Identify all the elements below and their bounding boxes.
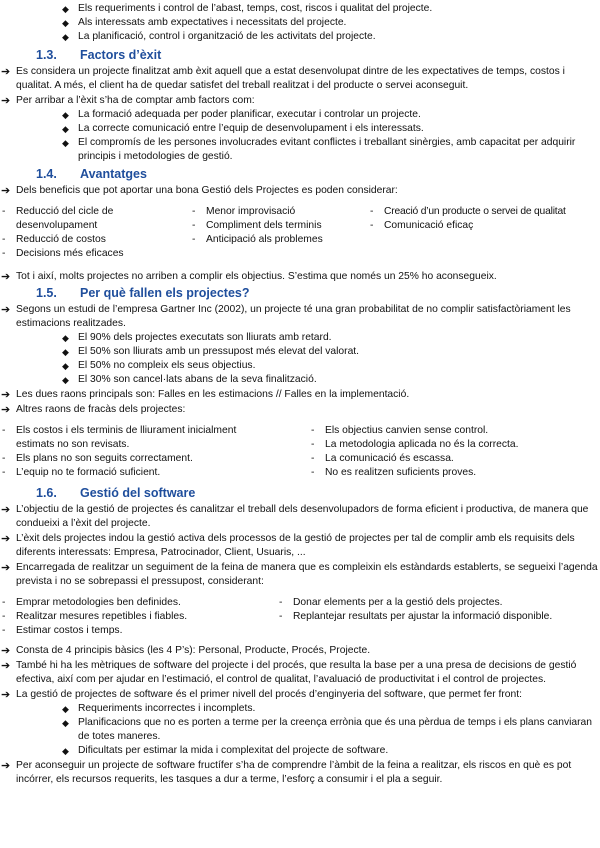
diamond-bullet-icon: ◆ bbox=[62, 18, 69, 28]
list-item: ◆ El 90% dels projectes executats son lliurats amb retard. bbox=[62, 332, 332, 343]
list-item: - Els objectius canvien sense control. bbox=[311, 425, 489, 436]
list-item: ◆ Requeriments incorrectes i incomplets. bbox=[62, 703, 256, 714]
arrow-icon: ➔ bbox=[1, 95, 11, 107]
arrow-icon: ➔ bbox=[1, 689, 11, 701]
paragraph: ➔ Per aconseguir un projecte de software fructífer s’ha de comprendre l’àmbit de la feina a realitzar, els riscos en què es pot incórrer, els recursos requerits, les tasques a dur a terme, l’esforç a consumir i el pla a seguir. bbox=[1, 760, 572, 785]
paragraph: ➔ Encarregada de realitzar un seguiment de la feina de manera que es compleixin els estàndards establerts, se segueixi l’agenda prevista i no se sobrepassi el pressupost, considerant: bbox=[1, 562, 598, 587]
management-columns bbox=[0, 596, 600, 638]
column bbox=[0, 424, 295, 480]
list-item: - Comunicació eficaç bbox=[370, 220, 474, 231]
section-heading-1-5: 1.5. Per què fallen els projectes? bbox=[36, 286, 250, 300]
diamond-bullet-icon: ◆ bbox=[62, 347, 69, 357]
arrow-icon: ➔ bbox=[1, 533, 11, 545]
column bbox=[368, 205, 600, 261]
list-item: ◆ El compromís de les persones involucrades evitant conflictes i treballant sinèrgies, amb capacitat per adquirir principis i metodologies de gestió. bbox=[62, 137, 576, 162]
diamond-bullet-icon: ◆ bbox=[62, 718, 69, 728]
paragraph: ➔ Dels beneficis que pot aportar una bona Gestió dels Projectes es poden considerar: bbox=[1, 185, 398, 197]
column bbox=[0, 596, 265, 638]
arrow-icon: ➔ bbox=[1, 660, 11, 672]
content bbox=[0, 2, 600, 787]
paragraph: ➔ Consta de 4 principis bàsics (les 4 P’s): Personal, Producte, Procés, Projecte. bbox=[1, 645, 371, 657]
list-item: ◆ La correcte comunicació entre l’equip de desenvolupament i els interessats. bbox=[62, 123, 424, 134]
paragraph: ➔ L’èxit dels projectes indou la gestió activa dels processos de la gestió de projectes per tal de complir amb els requisits dels diferents interessats: Empresa, Patrocinador, Client, Usuaris, ... bbox=[1, 533, 575, 558]
arrow-icon: ➔ bbox=[1, 504, 11, 516]
list-item: - Decisions més eficaces bbox=[2, 248, 124, 259]
list-item: - Menor improvisació bbox=[192, 206, 296, 217]
diamond-bullet-icon: ◆ bbox=[62, 32, 69, 42]
list-item: ◆ La formació adequada per poder planificar, executar i controlar un projecte. bbox=[62, 109, 421, 120]
list-item: - Donar elements per a la gestió dels projectes. bbox=[279, 597, 503, 608]
list-item: - Reducció de costos bbox=[2, 234, 106, 245]
paragraph: ➔ La gestió de projectes de software és el primer nivell del procés d’enginyeria del software, que permet fer front: bbox=[1, 689, 522, 701]
column bbox=[295, 424, 599, 480]
section-heading-1-6: 1.6. Gestió del software bbox=[36, 486, 196, 500]
paragraph: ➔ Altres raons de fracàs dels projectes: bbox=[1, 404, 186, 416]
list-item: - Creació d’un producte o servei de qualitat bbox=[370, 206, 566, 217]
arrow-icon: ➔ bbox=[1, 185, 11, 197]
column bbox=[190, 205, 368, 261]
list-item: - La metodologia aplicada no és la correcta. bbox=[311, 439, 519, 450]
paragraph: ➔ Les dues raons principals son: Falles en les estimacions // Falles en la implementació. bbox=[1, 389, 410, 401]
diamond-bullet-icon: ◆ bbox=[62, 746, 69, 756]
diamond-bullet-icon: ◆ bbox=[62, 124, 69, 134]
list-item: - Replantejar resultats per ajustar la informació disponible. bbox=[279, 611, 553, 622]
paragraph: ➔ També hi ha les mètriques de software del projecte i del procés, que resulta la base per a una presa de decisions de gestió efectiva, així com per ajudar en l’estimació, el control de qualitat, l’avaluació de productivitat i el control de projectes. bbox=[1, 660, 577, 685]
list-item: - No es realitzen suficients proves. bbox=[311, 467, 477, 478]
list-item: ◆ Els requeriments i control de l’abast, temps, cost, riscos i qualitat del projecte. bbox=[62, 3, 433, 14]
diamond-bullet-icon: ◆ bbox=[62, 138, 69, 148]
section-heading-1-4: 1.4. Avantatges bbox=[36, 167, 147, 181]
diamond-bullet-icon: ◆ bbox=[62, 333, 69, 343]
arrow-icon: ➔ bbox=[1, 66, 11, 78]
list-item: ◆ Als interessats amb expectatives i necessitats del projecte. bbox=[62, 17, 347, 28]
list-item: ◆ Dificultats per estimar la mida i complexitat del projecte de software. bbox=[62, 745, 389, 756]
diamond-bullet-icon: ◆ bbox=[62, 110, 69, 120]
paragraph: ➔ Es considera un projecte finalitzat amb èxit aquell que a estat desenvolupat dintre de les expectatives de temps, costos i qualitat. A més, el client ha de quedar satisfet del treball realitzat i del producte o servei aconseguit. bbox=[1, 66, 565, 91]
list-item: ◆ La planificació, control i organització de les activitats del projecte. bbox=[62, 31, 376, 42]
section-heading-1-3: 1.3. Factors d’èxit bbox=[36, 48, 162, 62]
list-item: - L’equip no te formació suficient. bbox=[2, 467, 161, 478]
list-item: ◆ Planificacions que no es porten a terme per la creença errònia que és una pèrdua de temps i els plans canviaran de totes maneres. bbox=[62, 717, 593, 742]
arrow-icon: ➔ bbox=[1, 389, 11, 401]
list-item: - Emprar metodologies ben definides. bbox=[2, 597, 181, 608]
list-item: ◆ El 50% son lliurats amb un pressupost més elevat del valorat. bbox=[62, 346, 360, 357]
list-item: - Anticipació als problemes bbox=[192, 234, 323, 245]
list-item: - Realitzar mesures repetibles i fiables. bbox=[2, 611, 188, 622]
arrow-icon: ➔ bbox=[1, 404, 11, 416]
arrow-icon: ➔ bbox=[1, 271, 11, 283]
list-item: - Els costos i els terminis de lliurament inicialment estimats no son revisats. bbox=[2, 425, 237, 450]
list-item: ◆ El 30% son cancel·lats abans de la seva finalització. bbox=[62, 374, 317, 385]
diamond-bullet-icon: ◆ bbox=[62, 4, 69, 14]
arrow-icon: ➔ bbox=[1, 645, 11, 657]
paragraph: ➔ L’objectiu de la gestió de projectes és canalitzar el treball dels desenvolupadors de forma eficient i productiva, de manera que condueixi a l’èxit del projecte. bbox=[1, 504, 589, 529]
list-item: - Els plans no son seguits correctament. bbox=[2, 453, 193, 464]
list-item: ◆ El 50% no compleix els seus objectius. bbox=[62, 360, 256, 371]
diamond-bullet-icon: ◆ bbox=[62, 361, 69, 371]
column bbox=[265, 596, 597, 638]
benefits-columns bbox=[0, 205, 600, 261]
paragraph: ➔ Tot i així, molts projectes no arriben a complir els objectius. S’estima que només un 25% ho aconsegueix. bbox=[1, 271, 497, 283]
failure-reasons-columns bbox=[0, 424, 600, 480]
list-item: - La comunicació és escassa. bbox=[311, 453, 454, 464]
arrow-icon: ➔ bbox=[1, 304, 11, 316]
paragraph: ➔ Per arribar a l’èxit s’ha de comptar amb factors com: bbox=[1, 95, 255, 107]
list-item: - Reducció del cicle de desenvolupament bbox=[2, 206, 114, 231]
diamond-bullet-icon: ◆ bbox=[62, 704, 69, 714]
paragraph: ➔ Segons un estudi de l’empresa Gartner Inc (2002), un projecte té una gran probabilitat de no complir satisfactòriament les estimacions realitzades. bbox=[1, 304, 571, 329]
arrow-icon: ➔ bbox=[1, 562, 11, 574]
diamond-bullet-icon: ◆ bbox=[62, 375, 69, 385]
list-item: - Compliment dels terminis bbox=[192, 220, 322, 231]
column bbox=[0, 205, 190, 261]
arrow-icon: ➔ bbox=[1, 760, 11, 772]
list-item: - Estimar costos i temps. bbox=[2, 625, 123, 636]
